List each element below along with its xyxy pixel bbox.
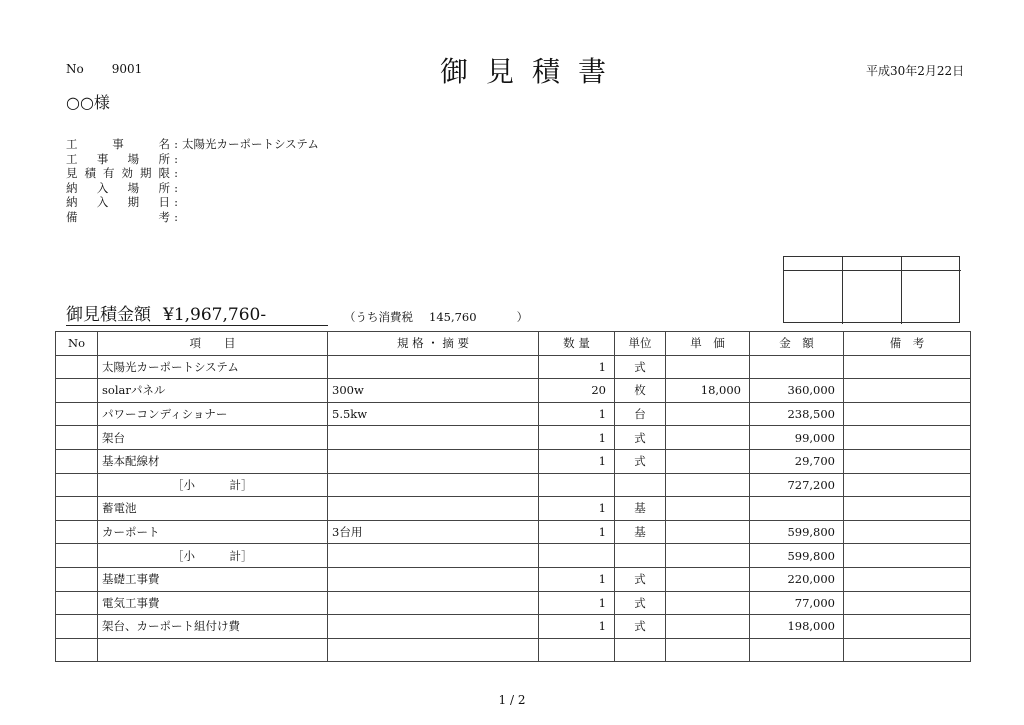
stamp-cell: [843, 271, 902, 324]
cell-qty: 1: [539, 567, 615, 591]
cell-note: [844, 520, 971, 544]
cell-unit: 式: [615, 449, 666, 473]
cell-price: [666, 473, 750, 497]
cell-unit: [615, 544, 666, 568]
column-header: 単 価: [666, 332, 750, 356]
cell-item: ［小 計］: [98, 544, 328, 568]
table-row: [56, 497, 971, 521]
stamp-header-cell: [902, 257, 961, 271]
info-label: 納 入 期 日: [66, 195, 170, 210]
cell-spec: [328, 497, 539, 521]
cell-item: 基本配線材: [98, 449, 328, 473]
cell-spec: [328, 449, 539, 473]
info-label: 工 事 名: [66, 137, 170, 151]
cell-unit: 台: [615, 402, 666, 426]
cell-qty: 1: [539, 615, 615, 639]
cell-price: [666, 567, 750, 591]
info-row: [66, 210, 319, 225]
cell-amount: 99,000: [750, 426, 844, 450]
cell-spec: [328, 615, 539, 639]
table-row: [56, 591, 971, 615]
column-header: No: [56, 332, 98, 356]
table-row: [56, 615, 971, 639]
cell-qty: 1: [539, 402, 615, 426]
tax-close: ）: [516, 310, 529, 324]
cell-item: 架台、カーポート組付け費: [98, 615, 328, 639]
cell-no: [56, 402, 98, 426]
cell-qty: 1: [539, 355, 615, 379]
cell-item: solarパネル: [98, 379, 328, 403]
cell-unit: 枚: [615, 379, 666, 403]
cell-item: カーポート: [98, 520, 328, 544]
cell-unit: 式: [615, 567, 666, 591]
cell-item: パワーコンディショナー: [98, 402, 328, 426]
cell-price: [666, 355, 750, 379]
cell-spec: [328, 544, 539, 568]
cell-item: ［小 計］: [98, 473, 328, 497]
cell-price: [666, 426, 750, 450]
cell-spec: [328, 638, 539, 662]
cell-price: [666, 497, 750, 521]
approval-stamp-box: [783, 256, 960, 323]
column-header: 項 目: [98, 332, 328, 356]
table-row: [56, 402, 971, 426]
info-label: 納 入 場 所: [66, 180, 170, 195]
tax-value: 145,760: [429, 310, 477, 324]
info-colon: :: [174, 195, 178, 210]
column-header: 単位: [615, 332, 666, 356]
cell-amount: 599,800: [750, 544, 844, 568]
cell-unit: 式: [615, 615, 666, 639]
cell-qty: [539, 638, 615, 662]
doc-no-label: No: [66, 62, 84, 76]
cell-no: [56, 379, 98, 403]
table-row: [56, 567, 971, 591]
cell-unit: 式: [615, 355, 666, 379]
cell-spec: 5.5kw: [328, 402, 539, 426]
cell-price: [666, 638, 750, 662]
cell-no: [56, 544, 98, 568]
cell-note: [844, 615, 971, 639]
cell-unit: 式: [615, 426, 666, 450]
cell-amount: 599,800: [750, 520, 844, 544]
stamp-cell: [784, 271, 843, 324]
document-number: [66, 62, 142, 76]
cell-qty: 20: [539, 379, 615, 403]
table-row: [56, 544, 971, 568]
cell-amount: 238,500: [750, 402, 844, 426]
cell-price: [666, 449, 750, 473]
cell-amount: [750, 497, 844, 521]
cell-no: [56, 426, 98, 450]
cell-note: [844, 567, 971, 591]
tax-note: [344, 309, 528, 325]
column-header: 数 量: [539, 332, 615, 356]
stamp-cell: [902, 271, 961, 324]
cell-spec: 3台用: [328, 520, 539, 544]
cell-price: 18,000: [666, 379, 750, 403]
cell-spec: [328, 473, 539, 497]
cell-amount: 77,000: [750, 591, 844, 615]
table-row: [56, 426, 971, 450]
info-value: 太陽光カーポートシステム: [182, 137, 319, 151]
cell-qty: 1: [539, 591, 615, 615]
estimate-items-table: [55, 331, 971, 662]
info-label: 備 考: [66, 209, 170, 224]
cell-no: [56, 497, 98, 521]
cell-qty: 1: [539, 497, 615, 521]
cell-note: [844, 638, 971, 662]
cell-amount: 727,200: [750, 473, 844, 497]
cell-no: [56, 520, 98, 544]
cell-amount: 360,000: [750, 379, 844, 403]
stamp-header-cell: [843, 257, 902, 271]
cell-amount: [750, 355, 844, 379]
info-row: [66, 137, 319, 152]
table-row: [56, 473, 971, 497]
cell-note: [844, 426, 971, 450]
info-colon: :: [174, 166, 178, 181]
table-row: [56, 379, 971, 403]
info-row: [66, 166, 319, 181]
cell-amount: 198,000: [750, 615, 844, 639]
cell-item: 蓄電池: [98, 497, 328, 521]
cell-amount: 220,000: [750, 567, 844, 591]
total-amount: ¥1,967,760-: [163, 305, 267, 325]
cell-spec: 300w: [328, 379, 539, 403]
info-label: 見 積 有 効 期 限: [66, 166, 170, 181]
table-row: [56, 449, 971, 473]
info-row: [66, 152, 319, 167]
cell-no: [56, 591, 98, 615]
page-number: 1 / 2: [498, 693, 526, 707]
cell-item: 電気工事費: [98, 591, 328, 615]
project-info-block: [66, 137, 319, 225]
info-row: [66, 181, 319, 196]
cell-amount: [750, 638, 844, 662]
column-header: 規 格 ・ 摘 要: [328, 332, 539, 356]
cell-qty: [539, 544, 615, 568]
cell-note: [844, 473, 971, 497]
cell-note: [844, 591, 971, 615]
cell-spec: [328, 426, 539, 450]
cell-unit: 式: [615, 591, 666, 615]
doc-no-value: 9001: [111, 62, 143, 76]
page-title: 御見積書: [440, 55, 625, 88]
cell-unit: [615, 473, 666, 497]
cell-no: [56, 449, 98, 473]
cell-unit: [615, 638, 666, 662]
cell-no: [56, 567, 98, 591]
total-label: 御見積金額: [66, 305, 151, 325]
cell-amount: 29,700: [750, 449, 844, 473]
cell-note: [844, 402, 971, 426]
cell-item: 基礎工事費: [98, 567, 328, 591]
cell-spec: [328, 591, 539, 615]
recipient-name: ○○様: [66, 93, 110, 112]
cell-qty: 1: [539, 520, 615, 544]
issue-date: 平成30年2月22日: [866, 64, 965, 78]
cell-note: [844, 544, 971, 568]
table-header-row: [56, 332, 971, 356]
table-row: [56, 520, 971, 544]
cell-qty: 1: [539, 426, 615, 450]
info-colon: :: [174, 137, 178, 151]
stamp-header-cell: [784, 257, 843, 271]
cell-item: 架台: [98, 426, 328, 450]
cell-no: [56, 638, 98, 662]
cell-spec: [328, 355, 539, 379]
cell-spec: [328, 567, 539, 591]
cell-price: [666, 544, 750, 568]
info-colon: :: [174, 151, 178, 166]
cell-note: [844, 355, 971, 379]
table-row: [56, 355, 971, 379]
column-header: 金 額: [750, 332, 844, 356]
info-colon: :: [174, 209, 178, 224]
cell-no: [56, 473, 98, 497]
table-body: [56, 355, 971, 662]
total-amount-line: [66, 300, 328, 326]
column-header: 備 考: [844, 332, 971, 356]
cell-price: [666, 520, 750, 544]
cell-item: [98, 638, 328, 662]
cell-note: [844, 449, 971, 473]
cell-no: [56, 355, 98, 379]
cell-qty: 1: [539, 449, 615, 473]
info-label: 工 事 場 所: [66, 151, 170, 166]
cell-unit: 基: [615, 497, 666, 521]
cell-no: [56, 615, 98, 639]
cell-qty: [539, 473, 615, 497]
info-colon: :: [174, 180, 178, 195]
cell-note: [844, 379, 971, 403]
table-row: [56, 638, 971, 662]
info-row: [66, 195, 319, 210]
cell-item: 太陽光カーポートシステム: [98, 355, 328, 379]
cell-price: [666, 615, 750, 639]
tax-label: （うち消費税: [344, 310, 413, 324]
cell-unit: 基: [615, 520, 666, 544]
cell-price: [666, 402, 750, 426]
cell-price: [666, 591, 750, 615]
cell-note: [844, 497, 971, 521]
